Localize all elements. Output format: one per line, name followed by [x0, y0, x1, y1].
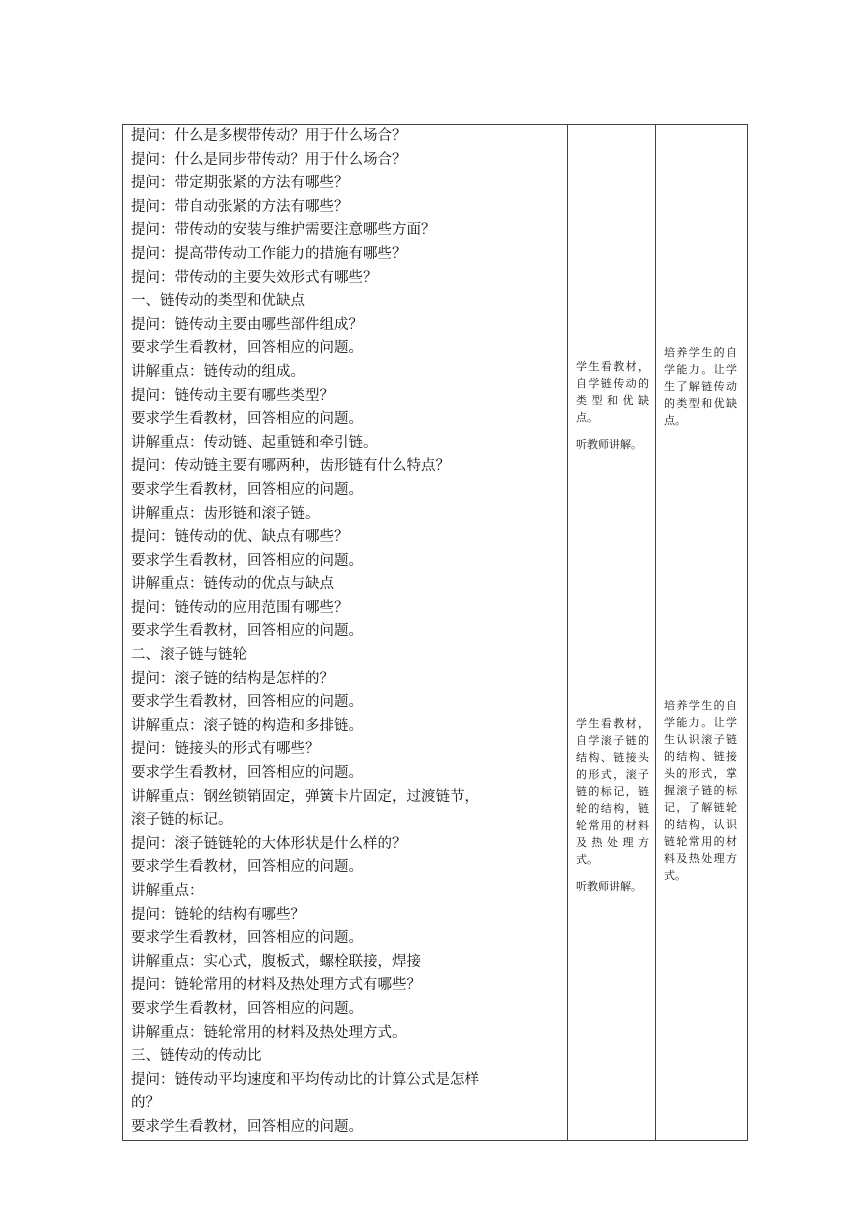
content-line: 提问：链传动主要由哪些部件组成？	[131, 316, 363, 333]
content-line: 一、链传动的类型和优缺点	[131, 293, 305, 310]
content-line: 提问：滚子链链轮的大体形状是什么样的？	[131, 835, 407, 852]
teaching-content	[123, 125, 567, 1140]
content-line: 提问：什么是同步带传动？用于什么场合？	[131, 151, 407, 168]
content-line: 要求学生看教材，回答相应的问题。	[131, 623, 363, 640]
lesson-plan-table	[122, 124, 748, 1141]
content-line: 要求学生看教材，回答相应的问题。	[131, 694, 363, 711]
content-line: 提问：提高带传动工作能力的措施有哪些？	[131, 245, 407, 262]
teaching-content-cell	[123, 125, 568, 1141]
content-line: 提问：链轮的结构有哪些？	[131, 906, 305, 923]
content-line: 要求学生看教材，回答相应的问题。	[131, 481, 363, 498]
content-line: 提问：链传动平均速度和平均传动比的计算公式是怎样	[131, 1071, 479, 1088]
content-line: 讲解重点：	[131, 883, 204, 899]
table-row	[123, 125, 748, 1141]
content-line: 提问：传动链主要有哪两种，齿形链有什么特点？	[131, 458, 450, 475]
content-line: 要求学生看教材，回答相应的问题。	[131, 1000, 363, 1017]
content-line: 提问：链轮常用的材料及热处理方式有哪些？	[131, 977, 421, 994]
content-line: 提问：带自动张紧的方法有哪些？	[131, 198, 349, 215]
student-activity-cell	[568, 125, 656, 1141]
student-listen-text: 听教师讲解。	[576, 438, 642, 451]
student-activity-1	[568, 358, 655, 453]
content-line: 讲解重点：传动链、起重链和牵引链。	[131, 434, 378, 451]
content-line: 提问：链接头的形式有哪些？	[131, 741, 320, 758]
content-line: 要求学生看教材，回答相应的问题。	[131, 1118, 363, 1135]
content-line: 讲解重点：滚子链的构造和多排链。	[131, 717, 363, 734]
student-activity-text: 学生看教材，自学链传动的类型和优缺点。	[576, 360, 649, 424]
content-line: 提问：带定期张紧的方法有哪些？	[131, 175, 349, 192]
content-line: 讲解重点：链传动的组成。	[131, 363, 305, 380]
content-line: 提问：链传动的优、缺点有哪些？	[131, 529, 349, 546]
content-line: 滚子链的标记。	[131, 812, 233, 829]
content-line: 要求学生看教材，回答相应的问题。	[131, 340, 363, 357]
content-line: 三、链传动的传动比	[131, 1048, 262, 1065]
content-line: 讲解重点：链传动的优点与缺点	[131, 576, 334, 593]
student-listen-text: 听教师讲解。	[576, 880, 642, 893]
content-line: 提问：什么是多楔带传动？用于什么场合？	[131, 128, 407, 144]
design-purpose-cell	[656, 125, 748, 1141]
content-line: 要求学生看教材，回答相应的问题。	[131, 411, 363, 428]
content-line: 提问：带传动的主要失效形式有哪些？	[131, 269, 378, 286]
design-purpose-2: 培养学生的自学能力。让学生认识滚子链的结构、链接头的形式，掌握滚子链的标记，了解链轮的结构，认识链轮常用的材料及热处理方式。	[664, 699, 737, 882]
content-line: 提问：滚子链的结构是怎样的？	[131, 670, 334, 687]
content-line: 要求学生看教材，回答相应的问题。	[131, 859, 363, 876]
content-line: 要求学生看教材，回答相应的问题。	[131, 930, 363, 947]
content-line: 提问：链传动主要有哪些类型？	[131, 387, 334, 404]
content-line: 讲解重点：链轮常用的材料及热处理方式。	[131, 1024, 407, 1041]
content-line: 提问：链传动的应用范围有哪些？	[131, 599, 349, 616]
content-line: 的？	[131, 1095, 160, 1112]
content-line: 二、滚子链与链轮	[131, 647, 247, 664]
student-activity-2	[568, 715, 655, 895]
content-line: 要求学生看教材，回答相应的问题。	[131, 765, 363, 782]
content-line: 要求学生看教材，回答相应的问题。	[131, 552, 363, 569]
design-purpose-1: 培养学生的自学能力。让学生了解链传动的类型和优缺点。	[664, 346, 737, 427]
content-line: 提问：带传动的安装与维护需要注意哪些方面？	[131, 222, 436, 239]
content-line: 讲解重点：钢丝锁销固定，弹簧卡片固定，过渡链节，	[131, 788, 479, 805]
student-activity-text: 学生看教材，自学滚子链的结构、链接头的形式，滚子链的标记，链轮的结构，链轮常用的材料及热处理方式。	[576, 717, 649, 866]
content-line: 讲解重点：齿形链和滚子链。	[131, 505, 320, 522]
content-line: 讲解重点：实心式，腹板式，螺栓联接，焊接	[131, 953, 421, 970]
